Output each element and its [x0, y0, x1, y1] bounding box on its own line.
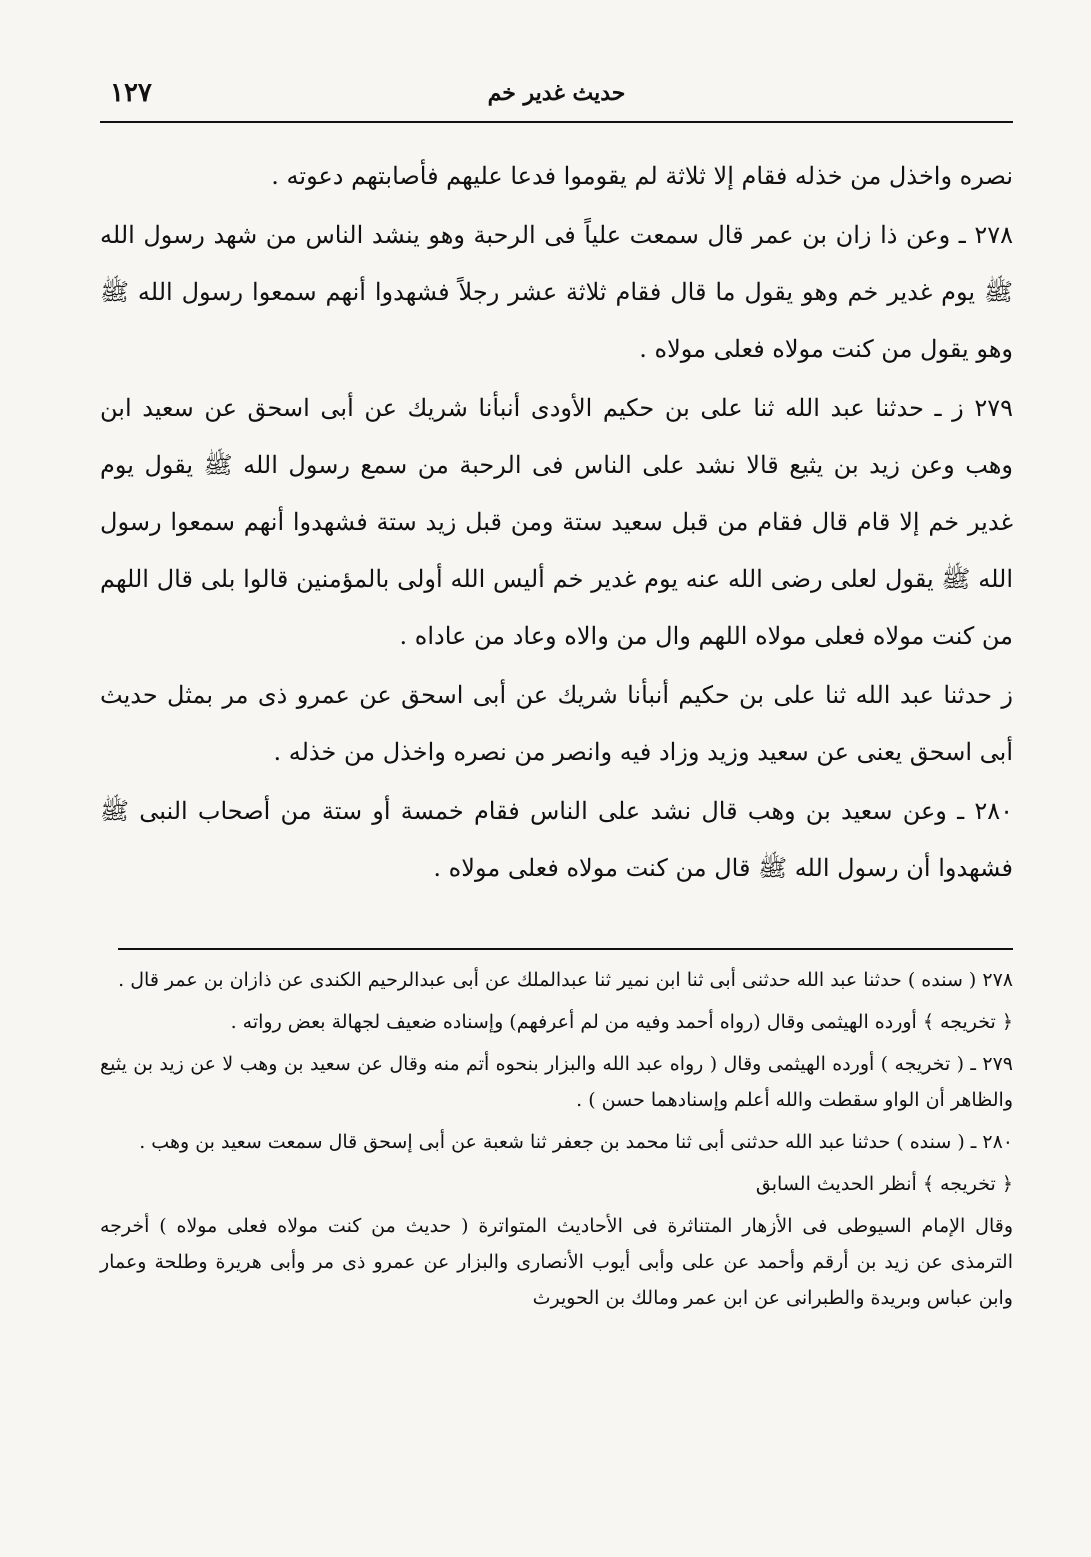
footnote-rule: [118, 948, 1013, 950]
footnote: وقال الإمام السيوطى فى الأزهار المتناثرة فى الأحاديث المتواترة ( حديث من كنت مولاه فعلى مولاه ) أخرجه الترمذى عن زيد بن أرقم وأحمد عن على وأبى أيوب الأنصارى والبزار عن عمرو ذى مر وأبى هريرة وطلحة وعمار وابن عباس وبريدة والطبرانى عن ابن عمر ومالك بن الحويرث: [100, 1215, 1013, 1309]
main-text: [100, 148, 1013, 899]
footnote: ﴿ تخريجه ﴾ أورده الهيثمى وقال (رواه أحمد وفيه من لم أعرفهم) وإسناده ضعيف لجهالة بعض رواته .: [230, 1011, 1013, 1033]
paragraph: نصره واخذل من خذله فقام إلا ثلاثة لم يقوموا فدعا عليهم فأصابتهم دعوته .: [271, 162, 1013, 190]
paragraph: ز حدثنا عبد الله ثنا على بن حكيم أنبأنا شريك عن أبى اسحق عن عمرو ذى مر بمثل حديث أبى اسحق يعنى عن سعيد وزيد وزاد فيه وانصر من نصره واخذل من خذله .: [100, 681, 1013, 766]
footnote: ٢٧٩ ـ ( تخريجه ) أورده الهيثمى وقال ( رواه عبد الله والبزار بنحوه أتم منه وقال عن سعيد بن وهب لا عن زيد بن يثيع والظاهر أن الواو سقطت والله أعلم وإسنادهما حسن ) .: [100, 1053, 1013, 1111]
page-number: ١٢٧: [110, 78, 152, 108]
header-title: حديث غدير خم: [487, 80, 626, 106]
footnotes: [100, 962, 1013, 1322]
paragraph: ٢٨٠ ـ وعن سعيد بن وهب قال نشد على الناس فقام خمسة أو ستة من أصحاب النبى ﷺ فشهدوا أن رسول الله ﷺ قال من كنت مولاه فعلى مولاه .: [100, 797, 1013, 882]
header-rule: [100, 121, 1013, 123]
paragraph: ٢٧٨ ـ وعن ذا زان بن عمر قال سمعت علياً فى الرحبة وهو ينشد الناس من شهد رسول الله ﷺ يوم غدير خم وهو يقول ما قال فقام ثلاثة عشر رجلاً فشهدوا أنهم سمعوا رسول الله ﷺ وهو يقول من كنت مولاه فعلى مولاه .: [100, 221, 1013, 363]
paragraph: ٢٧٩ ز ـ حدثنا عبد الله ثنا على بن حكيم الأودى أنبأنا شريك عن أبى اسحق عن سعيد ابن وهب وعن زيد بن يثيع قالا نشد على الناس فى الرحبة من سمع رسول الله ﷺ يقول يوم غدير خم إلا قام قال فقام من قبل سعيد ستة ومن قبل زيد ستة فشهدوا أنهم سمعوا رسول الله ﷺ يقول لعلى رضى الله عنه يوم غدير خم أليس الله أولى بالمؤمنين قالوا بلى قال اللهم من كنت مولاه فعلى مولاه اللهم وال من والاه وعاد من عاداه .: [100, 394, 1014, 650]
footnote: ﴿ تخريجه ﴾ أنظر الحديث السابق: [755, 1173, 1013, 1195]
running-header: [100, 74, 1013, 114]
footnote: ٢٧٨ ( سنده ) حدثنا عبد الله حدثنى أبى ثنا ابن نمير ثنا عبدالملك عن أبى عبدالرحيم الكندى عن ذازان بن عمر قال .: [118, 969, 1013, 991]
footnote: ٢٨٠ ـ ( سنده ) حدثنا عبد الله حدثنى أبى ثنا محمد بن جعفر ثنا شعبة عن أبى إسحق قال سمعت سعيد بن وهب .: [139, 1131, 1013, 1153]
